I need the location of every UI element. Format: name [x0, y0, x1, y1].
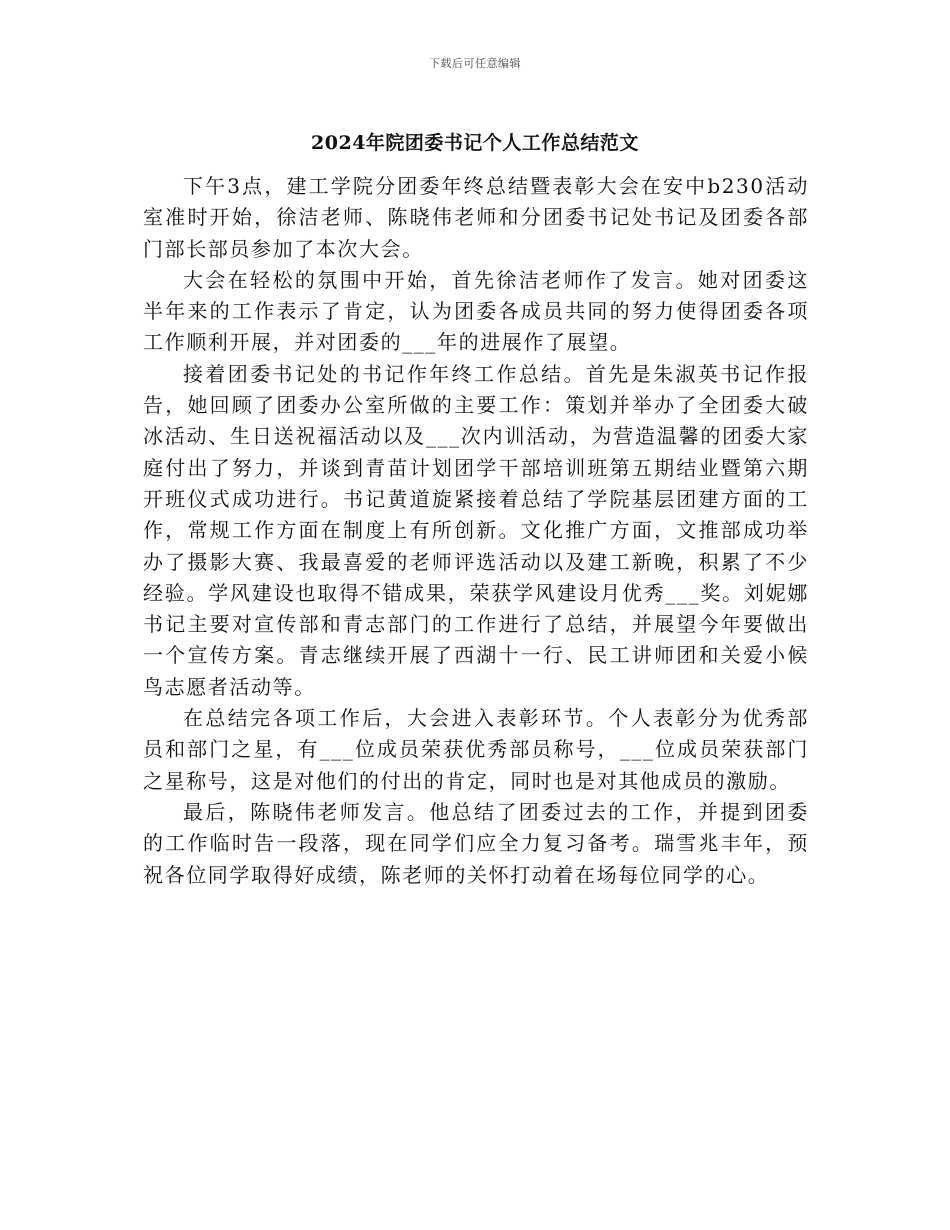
document-title: 2024年院团委书记个人工作总结范文 — [311, 132, 639, 154]
header-note: 下载后可任意编辑 — [429, 57, 521, 70]
document-body — [143, 171, 809, 891]
paragraph-1: 下午3点，建工学院分团委年终总结暨表彰大会在安中b230活动室准时开始，徐洁老师、陈晓伟老师和分团委书记处书记及团委各部门部长部员参加了本次大会。 — [143, 174, 809, 261]
paragraph-5: 最后，陈晓伟老师发言。他总结了团委过去的工作，并提到团委的工作临时告一段落，现在同学们应全力复习备考。瑞雪兆丰年，预祝各位同学取得好成绩，陈老师的关怀打动着在场每位同学的心。 — [143, 799, 809, 887]
paragraph-2: 大会在轻松的氛围中开始，首先徐洁老师作了发言。她对团委这半年来的工作表示了肯定，认为团委各成员共同的努力使得团委各项工作顺利开展，并对团委的___年的进展作了展望。 — [143, 267, 809, 355]
paragraph-4: 在总结完各项工作后，大会进入表彰环节。个人表彰分为优秀部员和部门之星，有___位成员荣获优秀部员称号，___位成员荣获部门之星称号，这是对他们的付出的肯定，同时也是对其他成员的激励。 — [143, 706, 809, 793]
paragraph-3: 接着团委书记处的书记作年终工作总结。首先是朱淑英书记作报告，她回顾了团委办公室所做的主要工作：策划并举办了全团委大破冰活动、生日送祝福活动以及___次内训活动，为营造温馨的团委大家庭付出了努力，并谈到青苗计划团学干部培训班第五期结业暨第六期开班仪式成功进行。书记黄道旋紧接着总结了学院基层团建方面的工作，常规工作方面在制度上有所创新。文化推广方面，文推部成功举办了摄影大赛、我最喜爱的老师评选活动以及建工新晚，积累了不少经验。学风建设也取得不错成果，荣获学风建设月优秀___奖。刘妮娜书记主要对宣传部和青志部门的工作进行了总结，并展望今年要做出一个宣传方案。青志继续开展了西湖十一行、民工讲师团和关爱小候鸟志愿者活动等。 — [143, 361, 809, 699]
